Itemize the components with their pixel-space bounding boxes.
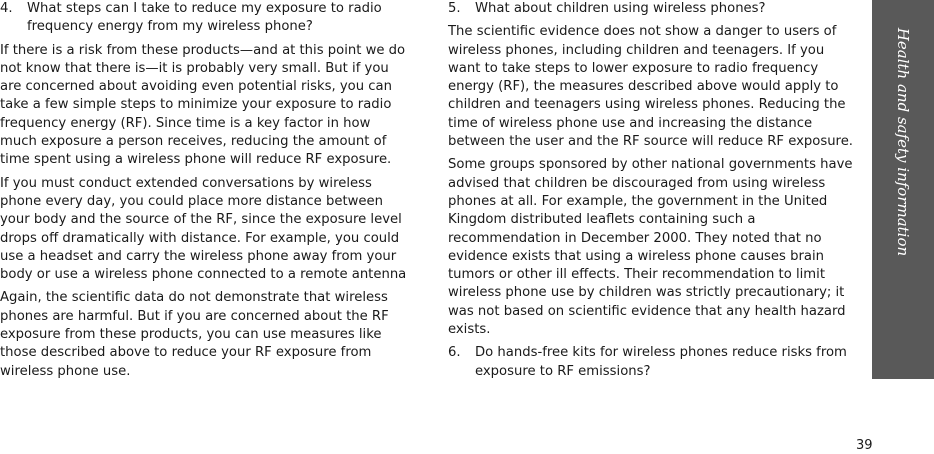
question-text: What about children using wireless phones? <box>475 1 766 16</box>
question-6 <box>448 344 858 381</box>
question-number: 5. <box>448 1 461 16</box>
question-number: 4. <box>0 1 13 16</box>
paragraph: The scientific evidence does not show a danger to users of wireless phones, including children and teenagers. If you want to take steps to lower exposure to radio frequency energy (RF), the measures described above would apply to children and teenagers using wireless phones. Reducing the time of wireless phone use and increasing the distance between the user and the RF source will reduce RF exposure. <box>448 24 853 150</box>
question-4 <box>0 0 408 37</box>
question-text: Do hands-free kits for wireless phones reduce risks from exposure to RF emissions? <box>475 345 847 379</box>
paragraph: Some groups sponsored by other national governments have advised that children be discouraged from using wireless phones at all. For example, the government in the United Kingdom distributed leaflets containing such a recommendation in December 2000. They noted that no evidence exists that using a wireless phone causes brain tumors or other ill effects. Their recommendation to limit wireless phone use by children was strictly precautionary; it was not based on scientific evidence that any health hazard exists. <box>448 157 853 338</box>
paragraph: If you must conduct extended conversations by wireless phone every day, you could place more distance between your body and the source of the RF, since the exposure level drops off dramatically with distance. For example, you could use a headset and carry the wireless phone away from your body or use a wireless phone connected to a remote antenna <box>0 175 407 283</box>
right-column <box>448 0 858 386</box>
paragraph: Again, the scientific data do not demonstrate that wireless phones are harmful. But if you are concerned about the RF exposure from these products, you can use measures like those described above to reduce your RF exposure from wireless phone use. <box>0 290 389 379</box>
section-side-tab <box>872 0 934 379</box>
page-number: 39 <box>856 438 873 453</box>
question-number: 6. <box>448 345 461 361</box>
paragraph: If there is a risk from these products—and at this point we do not know that there is—it is probably very small. But if you are concerned about avoiding even potential risks, you can take a few simple steps to minimize your exposure to radio frequency energy (RF). Since time is a key factor in how much exposure a person receives, reducing the amount of time spent using a wireless phone will reduce RF exposure. <box>0 42 406 168</box>
left-column <box>0 0 408 386</box>
question-5 <box>448 0 858 18</box>
question-text: What steps can I take to reduce my exposure to radio frequency energy from my wireless phone? <box>27 1 382 35</box>
section-title: Health and safety information <box>894 27 912 257</box>
